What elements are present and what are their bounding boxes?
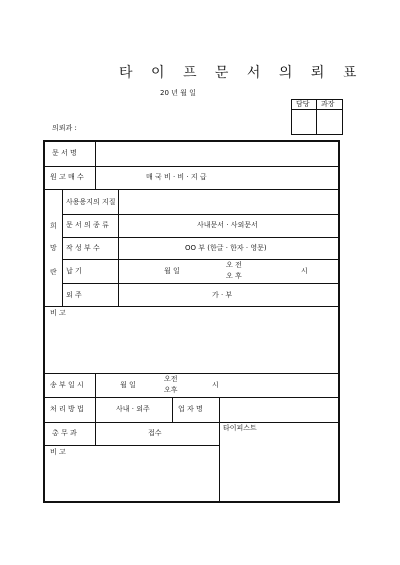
date-line: 20 년 월 일 bbox=[160, 89, 196, 97]
doc-name-field[interactable] bbox=[97, 142, 337, 165]
approval-chief-label: 과장 bbox=[321, 100, 335, 108]
worker-field[interactable] bbox=[221, 399, 337, 421]
receipt-label: 접수 bbox=[148, 429, 162, 437]
remarks-field[interactable] bbox=[45, 320, 337, 372]
send-pm: 오후 bbox=[164, 386, 178, 394]
worker-label: 업 자 명 bbox=[178, 405, 203, 413]
outsource-label: 외 주 bbox=[66, 291, 82, 299]
side-label-3: 란 bbox=[50, 268, 57, 276]
remarks2-label: 비 고 bbox=[50, 448, 66, 456]
side-label-1: 희 bbox=[50, 222, 57, 230]
page-title: 타 이 프 문 서 의 뢰 표 bbox=[119, 65, 364, 81]
copies-value: OO 부 (한글 · 한자 · 영문) bbox=[185, 244, 267, 252]
deadline-hour: 시 bbox=[301, 267, 308, 275]
process-method-label: 처 리 방 법 bbox=[50, 405, 84, 413]
approval-staff-label: 담당 bbox=[296, 100, 310, 108]
deadline-am: 오 전 bbox=[226, 261, 242, 269]
doc-type-value: 사내문서 · 사외문서 bbox=[197, 221, 258, 229]
outsource-value: 가 · 부 bbox=[212, 291, 233, 299]
typist-label: 타이피스트 bbox=[223, 424, 257, 432]
manuscript-count-label: 원 고 매 수 bbox=[50, 173, 84, 181]
send-hour: 시 bbox=[212, 381, 219, 389]
doc-type-label: 문 서 의 종 류 bbox=[66, 221, 109, 229]
requester-label: 의뢰과 : bbox=[52, 124, 77, 132]
deadline-label: 납 기 bbox=[66, 267, 82, 275]
send-date-label: 송 부 일 시 bbox=[50, 381, 84, 389]
deadline-pm: 오 후 bbox=[226, 272, 242, 280]
remarks2-field[interactable] bbox=[45, 458, 217, 500]
general-affairs-label: 총 무 과 bbox=[52, 429, 77, 437]
manuscript-count-value: 매 국 비 · 비 · 지 급 bbox=[146, 173, 207, 181]
remarks-label: 비 고 bbox=[50, 309, 66, 317]
side-label-2: 망 bbox=[50, 244, 57, 252]
paper-quality-field[interactable] bbox=[120, 191, 337, 213]
send-month-day: 월 일 bbox=[120, 381, 136, 389]
send-am: 오전 bbox=[164, 375, 178, 383]
copies-label: 작 성 부 수 bbox=[66, 244, 100, 252]
paper-quality-label: 사용용지의 지질 bbox=[66, 198, 116, 206]
deadline-month-day: 월 일 bbox=[164, 267, 180, 275]
process-method-value: 사내 · 외주 bbox=[116, 405, 150, 413]
doc-name-label: 문 서 명 bbox=[52, 149, 77, 157]
